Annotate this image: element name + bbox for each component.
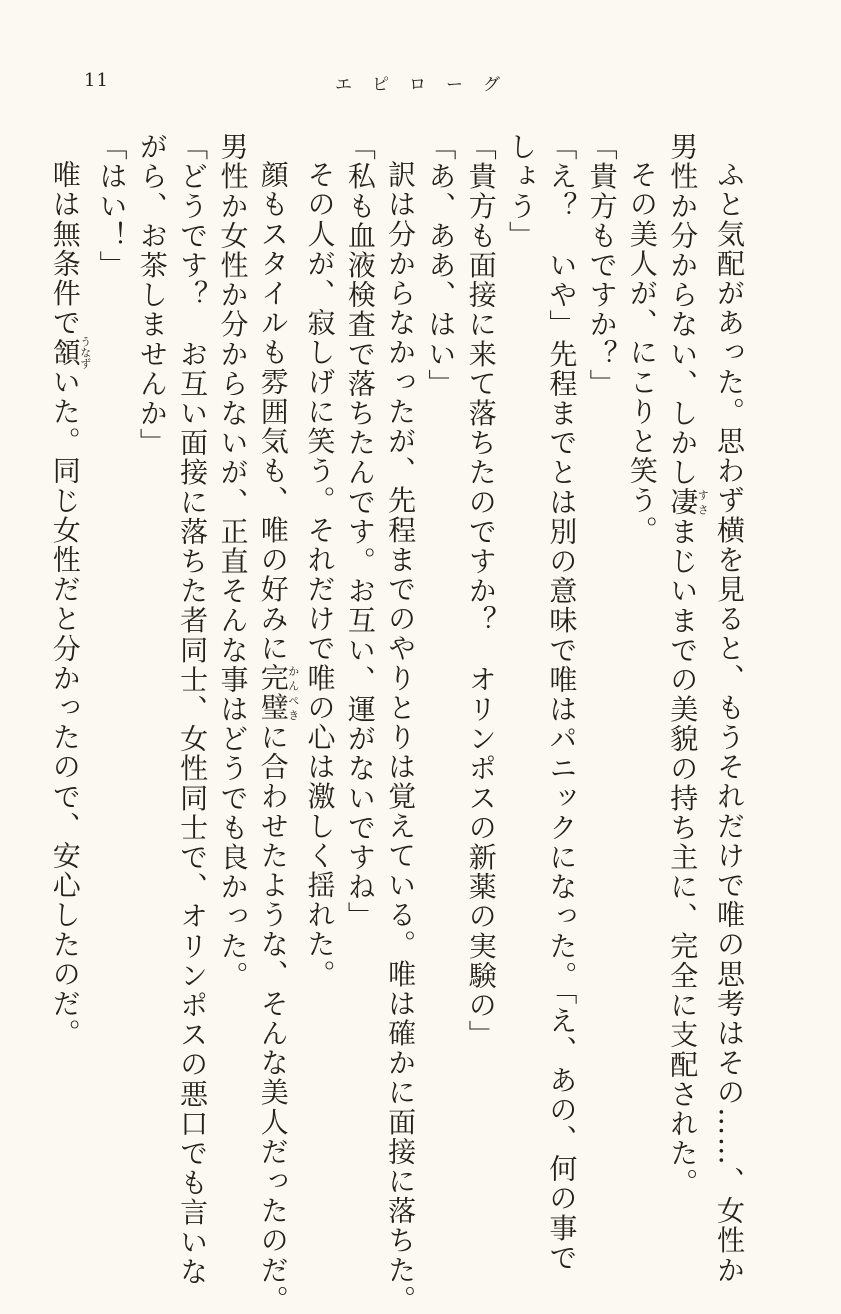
text-line: しょう」	[505, 132, 539, 251]
text-line: 訳は分からなかったが、先程までのやりとりは覚えている。唯は確かに面接に落ちた。	[384, 160, 418, 1314]
page-number: 11	[84, 70, 109, 91]
text-line: 「貴方もですか？」	[585, 132, 619, 399]
text-line: 男性か分からない、しかし凄すさまじいまでの美貌の持ち主に、完全に支配された。	[666, 132, 710, 1198]
text-line: 男性か女性か分からないが、正直そんな事はどうでも良かった。	[216, 132, 250, 991]
text-line: 「え？ いや」先程までとは別の意味で唯はパニックになった。「え、あの、何の事で	[545, 132, 579, 1273]
text-line: 「はい！」	[95, 132, 129, 280]
text-line: 顔もスタイルも雰囲気も、唯の好みに完璧かんぺきに合わせたような、そんな美人だったのだ。	[256, 160, 300, 1314]
ruby-annotation: 凄すさ	[666, 487, 710, 517]
vertical-body-text	[44, 132, 749, 1314]
ruby-annotation: 頷うなず	[48, 335, 92, 369]
text-line: ふと気配があった。思わず横を見ると、もうそれだけで唯の思考はその……、女性か	[713, 160, 746, 1285]
ruby-annotation: 完璧かんぺき	[256, 663, 300, 723]
text-line: 「貴方も面接に来て落ちたのですか？ オリンポスの新薬の実験の」	[464, 132, 498, 1050]
text-line: 唯は無条件で頷うなずいた。同じ女性だと分かったので、安心したのだ。	[48, 160, 92, 1049]
text-line: その人が、寂しげに笑う。それだけで唯の心は激しく揺れた。	[303, 160, 337, 989]
text-line: 「私も血液検査で落ちたんです。お互い、運がないですね」	[343, 132, 377, 932]
text-line: がら、お茶しませんか」	[135, 132, 169, 458]
text-line: 「あ、ああ、はい」	[424, 132, 458, 399]
running-title: エピローグ	[335, 75, 520, 95]
text-line: その美人が、にこりと笑う。	[625, 160, 659, 545]
text-line: 「どうです？ お互い面接に落ちた者同士、女性同士で、オリンポスの悪口でも言いな	[176, 132, 210, 1287]
